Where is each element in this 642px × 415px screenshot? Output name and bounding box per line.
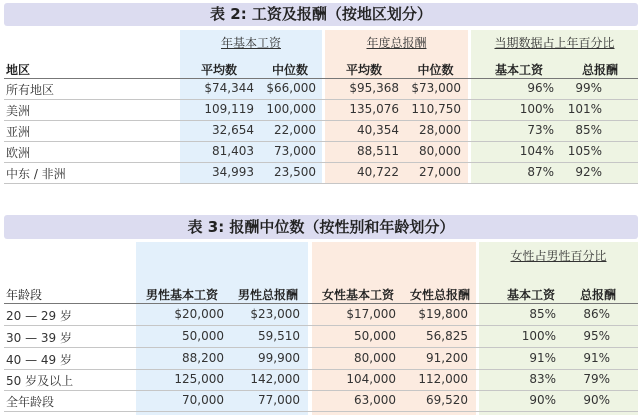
table2-cell: 109,119 bbox=[204, 102, 254, 116]
table3-row-rule bbox=[4, 347, 638, 348]
table3-title: 表 3: 报酬中位数（按性别和年龄划分） bbox=[4, 215, 638, 239]
table2-cell: 80,000 bbox=[419, 144, 461, 158]
table3-cell: 90% bbox=[529, 393, 556, 407]
table3-col-female-base: 女性基本工资 bbox=[321, 288, 394, 302]
table3-cell: 77,000 bbox=[258, 393, 300, 407]
table2-cell: 105% bbox=[567, 144, 602, 158]
table2-cell: 23,500 bbox=[274, 165, 316, 179]
table3-row-rule bbox=[4, 390, 638, 391]
table3-cell: 56,825 bbox=[426, 329, 468, 343]
table2-col-mean: 平均数 bbox=[200, 63, 237, 77]
table2-cell: 34,993 bbox=[212, 165, 254, 179]
table2-cell: 85% bbox=[575, 123, 602, 137]
table2-cell: 88,511 bbox=[357, 144, 399, 158]
table2-row-label: 亚洲 bbox=[6, 125, 31, 139]
table3-cell: 142,000 bbox=[250, 372, 300, 386]
table2-group-base-salary: 年基本工资 bbox=[220, 36, 281, 50]
table3-cell: $23,000 bbox=[250, 307, 300, 321]
table3-bottom-rule bbox=[4, 411, 638, 412]
table2-row-rule bbox=[4, 141, 638, 142]
table2-cell: 22,000 bbox=[274, 123, 316, 137]
table2-cell: 96% bbox=[527, 81, 554, 95]
table2-bottom-rule bbox=[4, 183, 638, 184]
table3-col-age: 年龄段 bbox=[6, 288, 43, 302]
table2-cell: 92% bbox=[575, 165, 602, 179]
table3-cell: 91% bbox=[529, 351, 556, 365]
table2-header-rule bbox=[4, 78, 638, 79]
table2-cell: 40,722 bbox=[357, 165, 399, 179]
table3-cell: 90% bbox=[583, 393, 610, 407]
table3-cell: 70,000 bbox=[182, 393, 224, 407]
table3-col-male-base: 男性基本工资 bbox=[145, 288, 218, 302]
table3-cell: 88,200 bbox=[182, 351, 224, 365]
table3-cell: 63,000 bbox=[354, 393, 396, 407]
table2-col-median: 中位数 bbox=[271, 63, 308, 77]
table3-cell: 83% bbox=[529, 372, 556, 386]
table3-cell: 104,000 bbox=[346, 372, 396, 386]
table3-cell: $20,000 bbox=[174, 307, 224, 321]
table3-cell: 79% bbox=[583, 372, 610, 386]
table3-cell: 59,510 bbox=[258, 329, 300, 343]
table3-row-rule bbox=[4, 325, 638, 326]
table2-cell: $74,344 bbox=[204, 81, 254, 95]
table3-cell: 99,900 bbox=[258, 351, 300, 365]
table3-cell: 91% bbox=[583, 351, 610, 365]
table3-col-base: 基本工资 bbox=[506, 288, 555, 302]
table3-cell: 80,000 bbox=[354, 351, 396, 365]
table3-row-label: 20 — 29 岁 bbox=[6, 309, 72, 323]
table3-cell: 50,000 bbox=[354, 329, 396, 343]
table2-row-label: 所有地区 bbox=[6, 83, 55, 97]
table3-cell: $17,000 bbox=[346, 307, 396, 321]
table2-cell: $73,000 bbox=[411, 81, 461, 95]
table2-col-mean2: 平均数 bbox=[345, 63, 382, 77]
table3-header-rule bbox=[4, 303, 638, 304]
table2-cell: 73,000 bbox=[274, 144, 316, 158]
table3-cell: 95% bbox=[583, 329, 610, 343]
table2-cell: $95,368 bbox=[349, 81, 399, 95]
table3-col-comp: 总报酬 bbox=[579, 288, 616, 302]
table2-cell: 99% bbox=[575, 81, 602, 95]
table2-row-label: 中东 / 非洲 bbox=[6, 167, 66, 181]
table2-col-region: 地区 bbox=[6, 63, 31, 77]
table2-cell: 100,000 bbox=[266, 102, 316, 116]
table3-row-label: 全年龄段 bbox=[6, 395, 55, 409]
table2-row-rule bbox=[4, 162, 638, 163]
table2-cell: 104% bbox=[519, 144, 554, 158]
table2-cell: 135,076 bbox=[349, 102, 399, 116]
table2-col-median2: 中位数 bbox=[417, 63, 454, 77]
table2-cell: 87% bbox=[527, 165, 554, 179]
table3-cell: 112,000 bbox=[418, 372, 468, 386]
table2-cell: 100% bbox=[519, 102, 554, 116]
table2-row-rule bbox=[4, 99, 638, 100]
table3-row-label: 30 — 39 岁 bbox=[6, 331, 72, 345]
table2-col-base: 基本工资 bbox=[494, 63, 543, 77]
table2-cell: 110,750 bbox=[411, 102, 461, 116]
table3-cell: 125,000 bbox=[174, 372, 224, 386]
table3-row-rule bbox=[4, 369, 638, 370]
table3-cell: 91,200 bbox=[426, 351, 468, 365]
table3-row-label: 50 岁及以上 bbox=[6, 374, 74, 388]
table3-col-female-comp: 女性总报酬 bbox=[409, 288, 470, 302]
table3-group-female-pct-male: 女性占男性百分比 bbox=[510, 249, 607, 263]
table2-row-label: 欧洲 bbox=[6, 146, 31, 160]
table3-cell: $19,800 bbox=[418, 307, 468, 321]
table2-cell: 28,000 bbox=[419, 123, 461, 137]
table3-cell: 69,520 bbox=[426, 393, 468, 407]
table3-row-label: 40 — 49 岁 bbox=[6, 353, 72, 367]
table3-cell: 50,000 bbox=[182, 329, 224, 343]
table2-cell: 101% bbox=[567, 102, 602, 116]
table2-group-total-comp: 年度总报酬 bbox=[366, 36, 427, 50]
table2-row-rule bbox=[4, 120, 638, 121]
table2-cell: 40,354 bbox=[357, 123, 399, 137]
table2-cell: $66,000 bbox=[266, 81, 316, 95]
table2-cell: 73% bbox=[527, 123, 554, 137]
table2-row-label: 美洲 bbox=[6, 104, 31, 118]
table3-cell: 86% bbox=[583, 307, 610, 321]
table3-col-male-comp: 男性总报酬 bbox=[237, 288, 298, 302]
table2-cell: 27,000 bbox=[419, 165, 461, 179]
table2-col-comp: 总报酬 bbox=[581, 63, 618, 77]
table2-cell: 32,654 bbox=[212, 123, 254, 137]
table2-cell: 81,403 bbox=[212, 144, 254, 158]
table3-cell: 100% bbox=[521, 329, 556, 343]
table2-title: 表 2: 工资及报酬（按地区划分） bbox=[4, 3, 638, 26]
table3-cell: 85% bbox=[529, 307, 556, 321]
table2-group-pct-prior-year: 当期数据占上年百分比 bbox=[494, 36, 615, 50]
